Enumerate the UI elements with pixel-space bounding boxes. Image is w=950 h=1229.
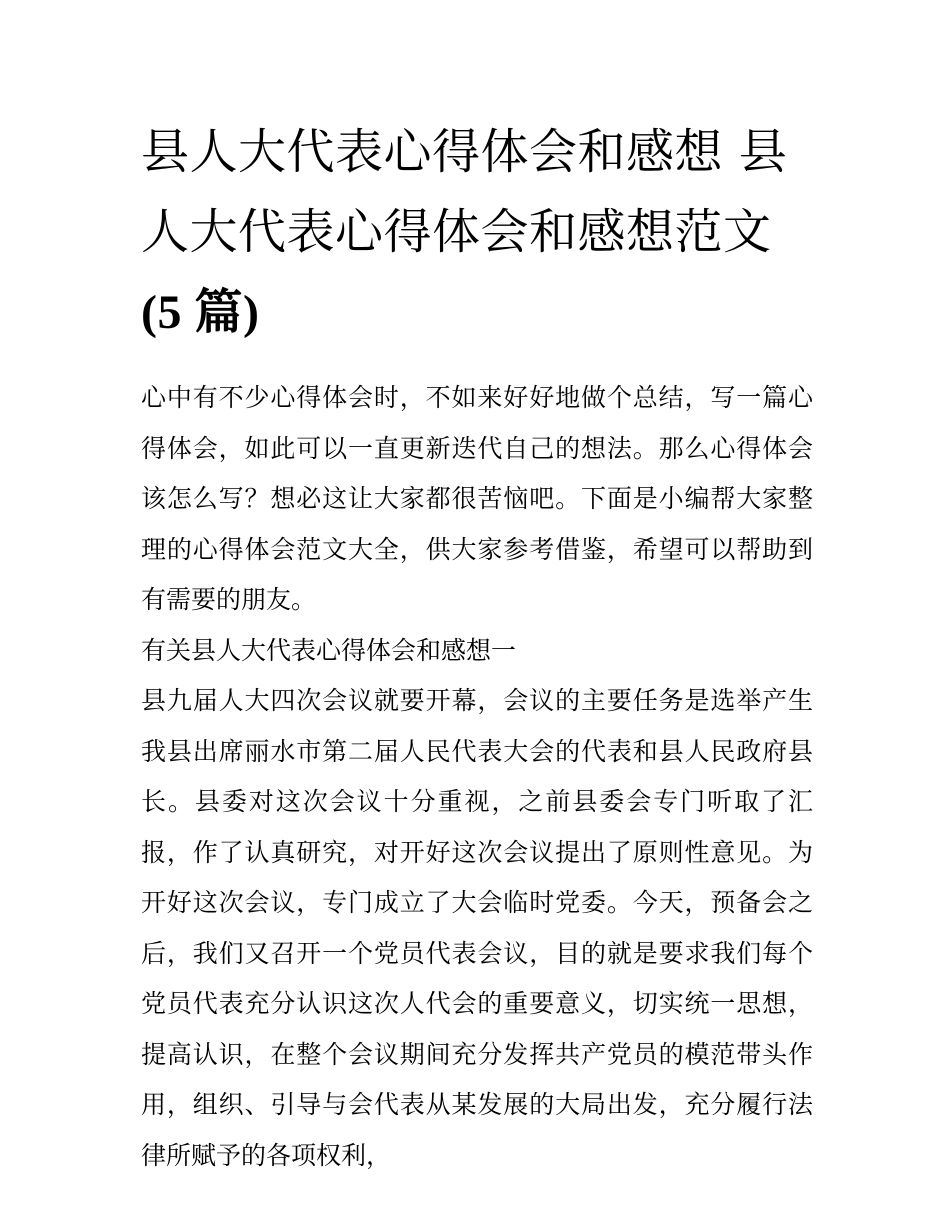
- title-count: (5 篇): [141, 286, 260, 339]
- section-paragraph: 县九届人大四次会议就要开幕，会议的主要任务是选举产生我县出席丽水市第二届人民代表大会的代表和县人民政府县长。县委对这次会议十分重视，之前县委会专门听取了汇报，作了认真研究，对开好这次会议提出了原则性意见。为开好这次会议，专门成立了大会临时党委。今天，预备会之后，我们又召开一个党员代表会议，目的就是要求我们每个党员代表充分认识这次人代会的重要意义，切实统一思想，提高认识，在整个会议期间充分发挥共产党员的模范带头作用，组织、引导与会代表从某发展的大局出发，充分履行法律所赋予的各项权利，: [141, 686, 813, 1170]
- document-page: [141, 112, 813, 1181]
- document-title: [141, 112, 813, 353]
- section-heading: 有关县人大代表心得体会和感想一: [141, 635, 517, 665]
- document-body: [141, 373, 813, 1181]
- title-main: 县人大代表心得体会和感想 县人大代表心得体会和感想范文: [141, 124, 788, 260]
- intro-paragraph: 心中有不少心得体会时，不如来好好地做个总结，写一篇心得体会，如此可以一直更新迭代自己的想法。那么心得体会该怎么写？想必这让大家都很苦恼吧。下面是小编帮大家整理的心得体会范文大全，供大家参考借鉴，希望可以帮助到有需要的朋友。: [141, 383, 813, 614]
